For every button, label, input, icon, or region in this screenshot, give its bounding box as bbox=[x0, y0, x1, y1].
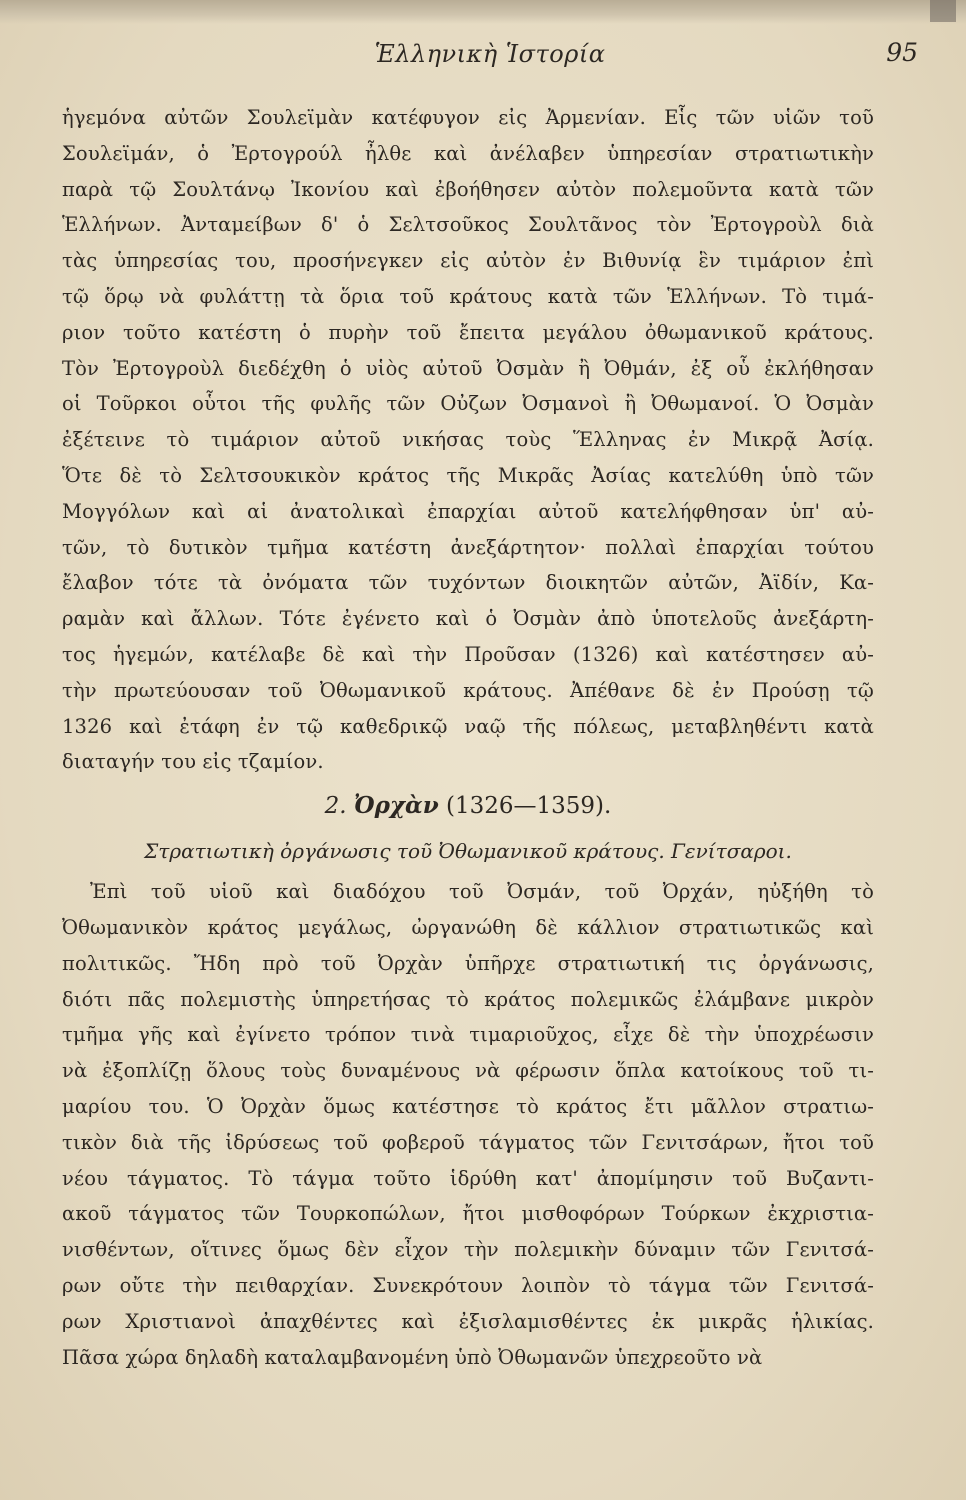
text-line: τικὸν διὰ τῆς ἱδρύσεως τοῦ φοβεροῦ τάγματος τῶν Γενιτσάρων, ἤτοι τοῦ bbox=[62, 1130, 874, 1154]
text-line: 1326 καὶ ἐτάφη ἐν τῷ καθεδρικῷ ναῷ τῆς πόλεως, μεταβληθέντι κατὰ bbox=[62, 714, 874, 738]
text-line: νισθέντων, οἵτινες ὅμως δὲν εἶχον τὴν πολεμικὴν δύναμιν τῶν Γενιτσά- bbox=[62, 1238, 874, 1262]
text-line: τὰς ὑπηρεσίας του, προσήνεγκεν εἰς αὐτὸν ἐν Βιθυνίᾳ ἓν τιμάριον ἐπὶ bbox=[62, 249, 874, 273]
text-line: ἐξέτεινε τὸ τιμάριον αὐτοῦ νικήσας τοὺς Ἕλληνας ἐν Μικρᾷ Ἀσίᾳ. bbox=[62, 428, 874, 452]
text-line: νὰ ἐξοπλίζῃ ὅλους τοὺς δυναμένους νὰ φέρωσιν ὅπλα κατοίκους τοῦ τι- bbox=[62, 1059, 874, 1083]
text-line: Ἑλλήνων. Ἀνταμείβων δ' ὁ Σελτσοῦκος Σουλτᾶνος τὸν Ἐρτογροὺλ διὰ bbox=[62, 213, 874, 237]
section-subheading: Στρατιωτικὴ ὀργάνωσις τοῦ Ὀθωμανικοῦ κράτους. Γενίτσαροι. bbox=[144, 839, 792, 864]
text-line: Ὅτε δὲ τὸ Σελτσουκικὸν κράτος τῆς Μικρᾶς Ἀσίας κατελύθη ὑπὸ τῶν bbox=[62, 463, 874, 487]
text-line: τῶν, τὸ δυτικὸν τμῆμα κατέστη ἀνεξάρτητον· πολλαὶ ἐπαρχίαι τούτου bbox=[62, 535, 874, 559]
text-line: τμῆμα γῆς καὶ ἐγίνετο τρόπον τινὰ τιμαριοῦχος, εἶχε δὲ τὴν ὑποχρέωσιν bbox=[62, 1023, 874, 1047]
page-header bbox=[60, 36, 920, 76]
paragraph-1 bbox=[62, 100, 874, 780]
text-line: πολιτικῶς. Ἤδη πρὸ τοῦ Ὀρχὰν ὑπῆρχε στρατιωτική τις ὀργάνωσις, bbox=[62, 951, 874, 975]
text-line: διότι πᾶς πολεμιστὴς ὑπηρετήσας τὸ κράτος πολεμικῶς ἐλάμβανε μικρὸν bbox=[62, 987, 874, 1011]
section-number: 2. bbox=[324, 793, 347, 820]
text-line: διαταγήν του εἰς τζαμίον. bbox=[62, 750, 324, 774]
page-number: 95 bbox=[886, 38, 918, 67]
text-line: ρων Χριστιανοὶ ἀπαχθέντες καὶ ἐξισλαμισθέντες ἐκ μικρᾶς ἡλικίας. bbox=[62, 1309, 874, 1333]
text-line: τὴν πρωτεύουσαν τοῦ Ὀθωμανικοῦ κράτους. Ἀπέθανε δὲ ἐν Προύσῃ τῷ bbox=[62, 678, 874, 702]
text-line: Σουλεϊμάν, ὁ Ἐρτογρούλ ἦλθε καὶ ἀνέλαβεν ὑπηρεσίαν στρατιωτικὴν bbox=[62, 141, 874, 165]
text-line: Ὀθωμανικὸν κράτος μεγάλως, ὠργανώθη δὲ κάλλιον στρατιωτικῶς καὶ bbox=[62, 915, 874, 939]
page-body bbox=[62, 100, 874, 1375]
text-line: Ἐπὶ τοῦ υἱοῦ καὶ διαδόχου τοῦ Ὀσμάν, τοῦ Ὀρχάν, ηὐξήθη τὸ bbox=[90, 880, 874, 904]
text-line: ἡγεμόνα αὐτῶν Σουλεϊμὰν κατέφυγον εἰς Ἀρμενίαν. Εἷς τῶν υἱῶν τοῦ bbox=[62, 106, 874, 129]
text-line: μαρίου του. Ὁ Ὀρχὰν ὅμως κατέστησε τὸ κράτος ἔτι μᾶλλον στρατιω- bbox=[62, 1094, 874, 1118]
text-line: τος ἡγεμών, κατέλαβε δὲ καὶ τὴν Προῦσαν (1326) καὶ κατέστησεν αὐ- bbox=[62, 642, 874, 666]
text-line: ακοῦ τάγματος τῶν Τουρκοπώλων, ἤτοι μισθοφόρων Τούρκων ἐκχριστια- bbox=[62, 1202, 874, 1226]
text-line: ἔλαβον τότε τὰ ὀνόματα τῶν τυχόντων διοικητῶν αὐτῶν, Ἀϊδίν, Κα- bbox=[62, 571, 874, 595]
text-line: ριον τοῦτο κατέστη ὁ πυρὴν τοῦ ἔπειτα μεγάλου ὀθωμανικοῦ κράτους. bbox=[62, 320, 874, 344]
text-line: νέου τάγματος. Τὸ τάγμα τοῦτο ἱδρύθη κατ' ἀπομίμησιν τοῦ Βυζαντι- bbox=[62, 1166, 874, 1190]
paragraph-2 bbox=[62, 874, 874, 1375]
text-line: Τὸν Ἐρτογροὺλ διεδέχθη ὁ υἱὸς αὐτοῦ Ὀσμὰν ἢ Ὀθμάν, ἐξ οὗ ἐκλήθησαν bbox=[62, 356, 874, 380]
text-line: ρων οὔτε τὴν πειθαρχίαν. Συνεκρότουν λοιπὸν τὸ τάγμα τῶν Γενιτσά- bbox=[62, 1273, 874, 1297]
running-title: Ἑλληνικὴ Ἱστορία bbox=[374, 40, 606, 68]
text-line: οἱ Τοῦρκοι οὗτοι τῆς φυλῆς τῶν Οὐζων Ὀσμανοὶ ἢ Ὀθωμανοί. Ὁ Ὀσμὰν bbox=[62, 392, 874, 416]
page-top-edge bbox=[0, 0, 966, 24]
text-line: Πᾶσα χώρα δηλαδὴ καταλαμβανομένη ὑπὸ Ὀθωμανῶν ὑπεχρεοῦτο νὰ bbox=[62, 1345, 763, 1369]
section-heading bbox=[62, 784, 874, 828]
section-name: Ὀρχὰν bbox=[353, 792, 439, 820]
text-line: τῷ ὅρῳ νὰ φυλάττῃ τὰ ὅρια τοῦ κράτους κατὰ τῶν Ἑλλήνων. Τὸ τιμά- bbox=[62, 284, 874, 308]
page-corner-mark bbox=[930, 0, 956, 22]
text-line: παρὰ τῷ Σουλτάνῳ Ἰκονίου καὶ ἐβοήθησεν αὐτὸν πολεμοῦντα κατὰ τῶν bbox=[62, 177, 874, 201]
section-dates: (1326—1359). bbox=[446, 793, 612, 820]
text-line: Μογγόλων καὶ αἱ ἀνατολικαὶ ἐπαρχίαι αὐτοῦ κατελήφθησαν ὑπ' αὐ- bbox=[62, 499, 874, 523]
text-line: ραμὰν καὶ ἄλλων. Τότε ἐγένετο καὶ ὁ Ὀσμὰν ἀπὸ ὑποτελοῦς ἀνεξάρτη- bbox=[62, 607, 874, 631]
